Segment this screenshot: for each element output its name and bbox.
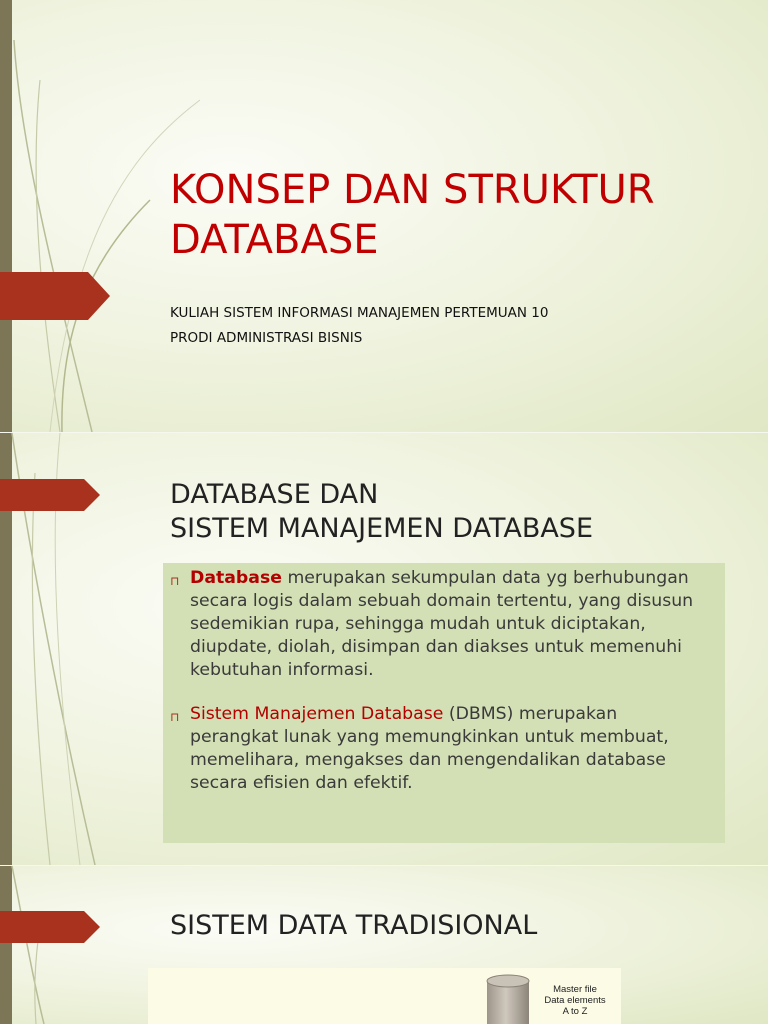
master-file-label xyxy=(540,984,610,1017)
bullet-dbms xyxy=(170,703,705,795)
presentation-title: KONSEP DAN STRUKTUR DATABASE xyxy=(170,167,655,263)
bullet-arrow-icon: ⊓ xyxy=(170,574,180,588)
term-dbms: Sistem Manajemen Database xyxy=(190,704,444,724)
master-file-line2: Data elements xyxy=(544,995,606,1006)
program-subtitle: PRODI ADMINISTRASI BISNIS xyxy=(170,330,363,346)
bullet-database xyxy=(170,567,705,682)
term-database: Database xyxy=(190,568,282,588)
definition-database: merupakan sekumpulan data yg berhubungan secara logis dalam sebuah domain tertentu, yang disusun sedemikian rupa, sehingga mudah untuk diciptakan, diupdate, diolah, disimpan dan diakses untuk memenuhi kebutuhan informasi. xyxy=(190,568,694,680)
traditional-data-figure xyxy=(148,968,621,1024)
slide-title xyxy=(170,478,730,546)
slide-traditional-data xyxy=(0,866,768,1024)
course-subtitle: KULIAH SISTEM INFORMASI MANAJEMEN PERTEMUAN 10 xyxy=(170,305,549,321)
slide-title-line2: SISTEM MANAJEMEN DATABASE xyxy=(170,513,594,544)
bullet-arrow-icon: ⊓ xyxy=(170,710,180,724)
definition-dbms: (DBMS) merupakan perangkat lunak yang memungkinkan untuk membuat, memelihara, mengakses dan mengendalikan database secara efisien dan efektif. xyxy=(190,704,669,793)
slide-title-page xyxy=(0,0,768,432)
content-box xyxy=(163,563,725,843)
slide-arrow-marker xyxy=(0,479,100,511)
slide-title: SISTEM DATA TRADISIONAL xyxy=(170,910,538,941)
master-file-line3: A to Z xyxy=(562,1006,588,1017)
title-arrow-marker xyxy=(0,272,110,320)
slide-arrow-marker xyxy=(0,911,100,943)
slide-title-line1: DATABASE DAN xyxy=(170,479,379,510)
slide-database-dbms xyxy=(0,433,768,865)
database-cylinder-icon xyxy=(485,974,533,1024)
master-file-line1: Master file xyxy=(553,984,597,995)
